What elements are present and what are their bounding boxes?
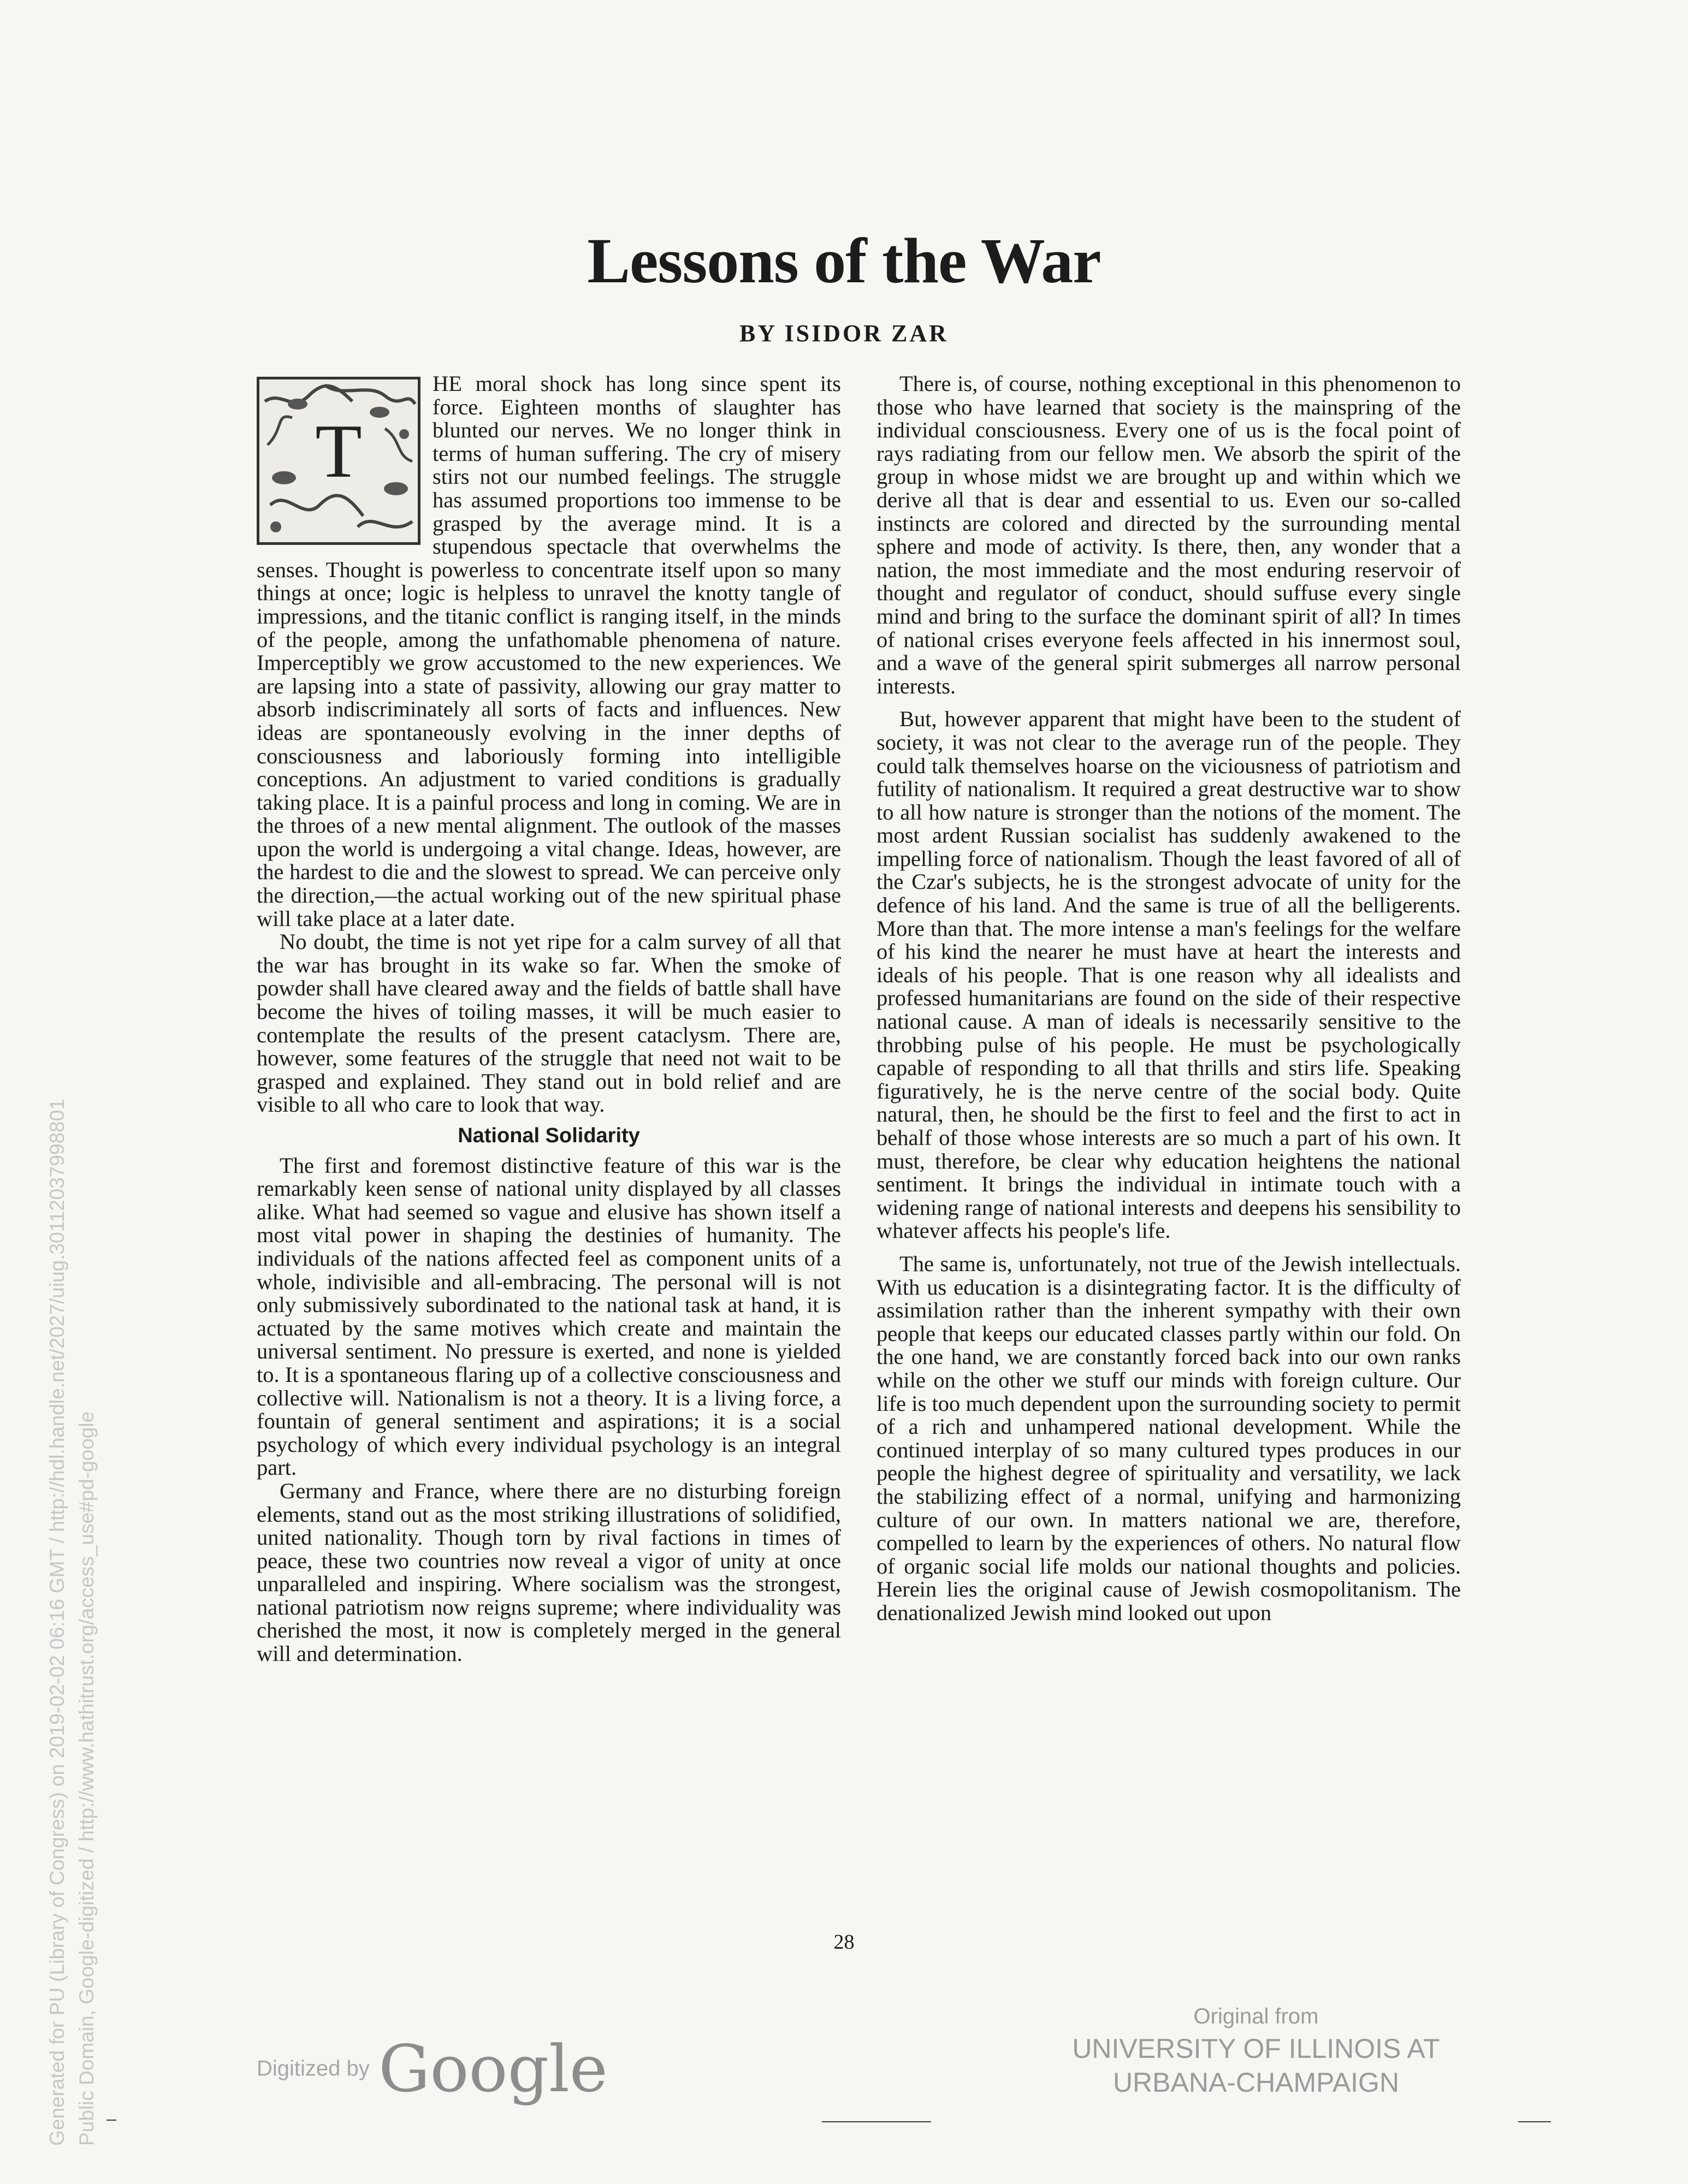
paragraph: No doubt, the time is not yet ripe for a calm survey of all that the war has brought in its wake so far. When the smoke of powder shall have cleared away and the fields of battle shall have become the hives of toiling masses, it will be much easier to contemplate the results of the present cataclysm. There are, however, some features of the struggle that need not wait to be grasped and explained. They stand out in bold relief and are visible to all who care to look that way.: [257, 929, 841, 1117]
watermark-line: Public Domain, Google-digitized / http://www.hathitrust.org/access_use#pd-google: [75, 1411, 98, 2146]
paragraph: Germany and France, where there are no disturbing foreign elements, stand out as the most striking illustrations of solidified, united nationality. Though torn by rival factions in times of peace, these two countries now reveal a vigor of unity at once unparalleled and inspiring. Where socialism was the strongest, national patriotism now reigns supreme; where individuality was cherished the most, it now is completely merged in the general will and determination.: [257, 1478, 841, 1666]
author-byline: BY ISIDOR ZAR: [739, 320, 949, 347]
paragraph: HE moral shock has long since spent its force. Eighteen months of slaughter has blunted our nerves. We no longer think in terms of human suffering. The cry of misery stirs not our numbed feelings. The struggle has assumed proportions too immense to be grasped by the average mind. It is a stupendous spectacle that overwhelms the senses. Thought is powerless to concentrate itself upon so many things at once; logic is helpless to unravel the knotty tangle of impressions, and the titanic conflict is ranging itself, in the minds of the people, among the unfathomable phenomena of nature. Imperceptibly we grow accustomed to the new experiences. We are lapsing into a state of passivity, allowing our gray matter to absorb indiscriminately all sorts of facts and influences. New ideas are spontaneously evolving in the inner depths of consciousness and laboriously forming into intelligible conceptions. An adjustment to varied conditions is gradually taking place. It is a painful process and long in coming. We are in the throes of a new mental alignment. The outlook of the masses upon the world is undergoing a vital change. Ideas, however, are the hardest to die and the slowest to spread. We can perceive only the direction,—the actual working out of the new spiritual phase will take place at a later date.: [257, 371, 841, 931]
original-source: [1065, 2001, 1447, 2099]
paragraph: There is, of course, nothing exceptional in this phenomenon to those who have learned that society is the mainspring of the individual consciousness. Every one of us is the focal point of rays radiating from our fellow men. We absorb the spirit of the group in whose midst we are brought up and within which we derive all that is dear and essential to us. Even our so-called instincts are colored and directed by the surrounding mental sphere and mode of activity. Is there, then, any wonder that a nation, the most immediate and the most enduring reservoir of thought and regulator of conduct, should suffuse every single mind and bring to the surface the dominant spirit of all? In times of national crises everyone feels affected in his innermost soul, and a wave of the general spirit submerges all narrow personal interests.: [876, 371, 1461, 698]
paragraph: The first and foremost distinctive feature of this war is the remarkably keen sense of national unity displayed by all classes alike. What had seemed so vague and elusive has shown itself a most vital power in shaping the destinies of humanity. The individuals of the nations affected feel as component units of a whole, indivisible and all-embracing. The personal will is not only submissively subordinated to the national task at hand, it is actuated by the same motives which create and maintain the universal sentiment. No pressure is exerted, and none is yielded to. It is a spontaneous flaring up of a collective consciousness and collective will. Nationalism is not a theory. It is a living force, a fountain of general sentiment and aspirations; it is a social psychology of which every individual psychology is an integral part.: [257, 1153, 841, 1480]
digitized-by-google: [257, 2031, 608, 2106]
right-column: [876, 372, 1461, 1624]
article-title: Lessons of the War: [587, 225, 1101, 296]
institution-name: URBANA-CHAMPAIGN: [1112, 2067, 1400, 2098]
drop-cap-letter: T: [315, 409, 362, 494]
section-heading: National Solidarity: [458, 1124, 640, 1147]
paragraph: The same is, unfortunately, not true of the Jewish intellectuals. With us education is a disintegrating factor. It is the difficulty of assimilation rather than the inherent sympathy with their own people that keeps our educated classes partly within our fold. On the one hand, we are constantly forced back into our own ranks while on the other we stuff our minds with foreign culture. Our life is too much dependent upon the surrounding society to permit of a rich and unhampered national development. While the continued interplay of so many cultured types produces in our people the highest degree of spirituality and versatility, we lack the stabilizing effect of a normal, unifying and harmonizing culture of our own. In matters national we are, therefore, compelled to learn by the experiences of others. No natural flow of organic social life molds our national thoughts and policies. Herein lies the original cause of Jewish cosmopolitanism. The denationalized Jewish mind looked out upon: [876, 1251, 1461, 1625]
decorative-drop-cap: [257, 377, 420, 545]
scan-artifact-line: [822, 2121, 931, 2122]
institution-name: UNIVERSITY OF ILLINOIS AT: [1072, 2033, 1440, 2064]
scan-artifact-line: [1518, 2121, 1551, 2122]
scan-artifact-line: [106, 2120, 116, 2121]
left-column: [257, 372, 841, 1666]
digitized-label: Digitized by: [257, 2056, 370, 2081]
watermark-line: Generated for PU (Library of Congress) on 2019-02-02 06:16 GMT / http://hdl.handle.net/2027/uiug.30112037998801: [46, 1099, 68, 2146]
original-from-label: Original from: [1193, 2004, 1319, 2028]
page-number: 28: [833, 1931, 855, 1954]
google-logo: Google: [378, 2031, 608, 2106]
paragraph: But, however apparent that might have been to the student of society, it was not clear to the average run of the people. They could talk themselves hoarse on the viciousness of patriotism and futility of nationalism. It required a great destructive war to show to all how nature is stronger than the notions of the moment. The most ardent Russian socialist has suddenly awakened to the impelling force of nationalism. Though the least favored of all of the Czar's subjects, he is the strongest advocate of unity for the defence of his land. And the same is true of all the belligerents. More than that. The more intense a man's feelings for the welfare of his kind the nearer he must have at heart the interests and ideals of his people. That is one reason why all idealists and professed humanitarians are found on the side of their respective national cause. A man of ideals is necessarily sensitive to the throbbing pulse of his people. He must be psychologically capable of responding to all that thrills and stirs life. Speaking figuratively, he is the nerve centre of the social body. Quite natural, then, he should be the first to feel and the first to act in behalf of those whose interests are so much a part of his own. It must, therefore, be clear why education heightens the national sentiment. It brings the individual in intimate touch with a widening range of national interests and deepens his sensibility to whatever affects his people's life.: [876, 707, 1461, 1243]
hathitrust-watermark: [43, 1099, 102, 2146]
